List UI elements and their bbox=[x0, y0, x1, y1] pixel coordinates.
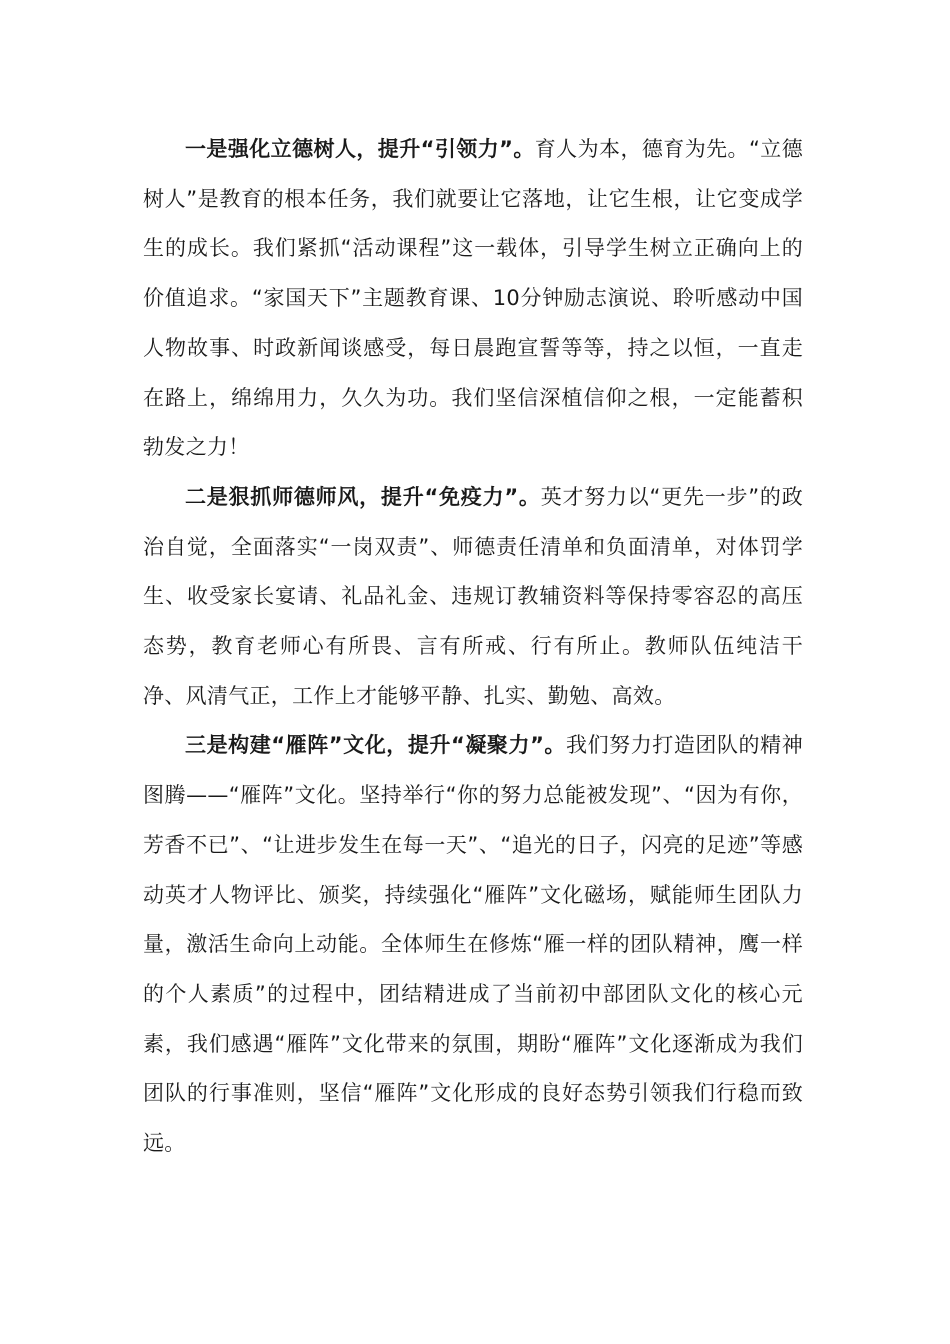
document-body bbox=[143, 125, 803, 1169]
paragraph-2-heading: 二是狠抓师德师风，提升“免疫力”。 bbox=[185, 484, 541, 509]
paragraph-1-heading: 一是强化立德树人，提升“引领力”。 bbox=[185, 137, 535, 161]
paragraph-2-text: 英才努力以“更先一步”的政治自觉，全面落实“一岗双责”、师德责任清单和负面清单，对体罚学生、收受家长宴请、礼品礼金、违规订教辅资料等保持零容忍的高压态势，教育老师心有所畏、言有所戒、行有所止。教师队伍纯洁干净、风清气正，工作上才能够平静、扎实、勤勉、高效。 bbox=[143, 484, 803, 708]
paragraph-1-text: 育人为本，德育为先。“立德树人”是教育的根本任务，我们就要让它落地，让它生根，让它变成学生的成长。我们紧抓“活动课程”这一载体，引导学生树立正确向上的价值追求。“家国天下”主题教育课、10分钟励志演说、聆听感动中国人物故事、时政新闻谈感受，每日晨跑宣誓等等，持之以恒，一直走在路上，绵绵用力，久久为功。我们坚信深植信仰之根，一定能蓄积勃发之力！ bbox=[143, 137, 803, 460]
paragraph-2 bbox=[143, 473, 803, 722]
paragraph-3-heading: 三是构建“雁阵”文化，提升“凝聚力”。 bbox=[185, 733, 567, 758]
paragraph-3 bbox=[143, 721, 803, 1168]
paragraph-3-text: 我们努力打造团队的精神图腾——“雁阵”文化。坚持举行“你的努力总能被发现”、“因为有你，芳香不已”、“让进步发生在每一天”、“追光的日子，闪亮的足迹”等感动英才人物评比、颁奖，持续强化“雁阵”文化磁场，赋能师生团队力量，激活生命向上动能。全体师生在修炼“雁一样的团队精神，鹰一样的个人素质”的过程中，团结精进成了当前初中部团队文化的核心元素，我们感遇“雁阵”文化带来的氛围，期盼“雁阵”文化逐渐成为我们团队的行事准则，坚信“雁阵”文化形成的良好态势引领我们行稳而致远。 bbox=[143, 733, 803, 1156]
paragraph-1 bbox=[143, 125, 803, 473]
